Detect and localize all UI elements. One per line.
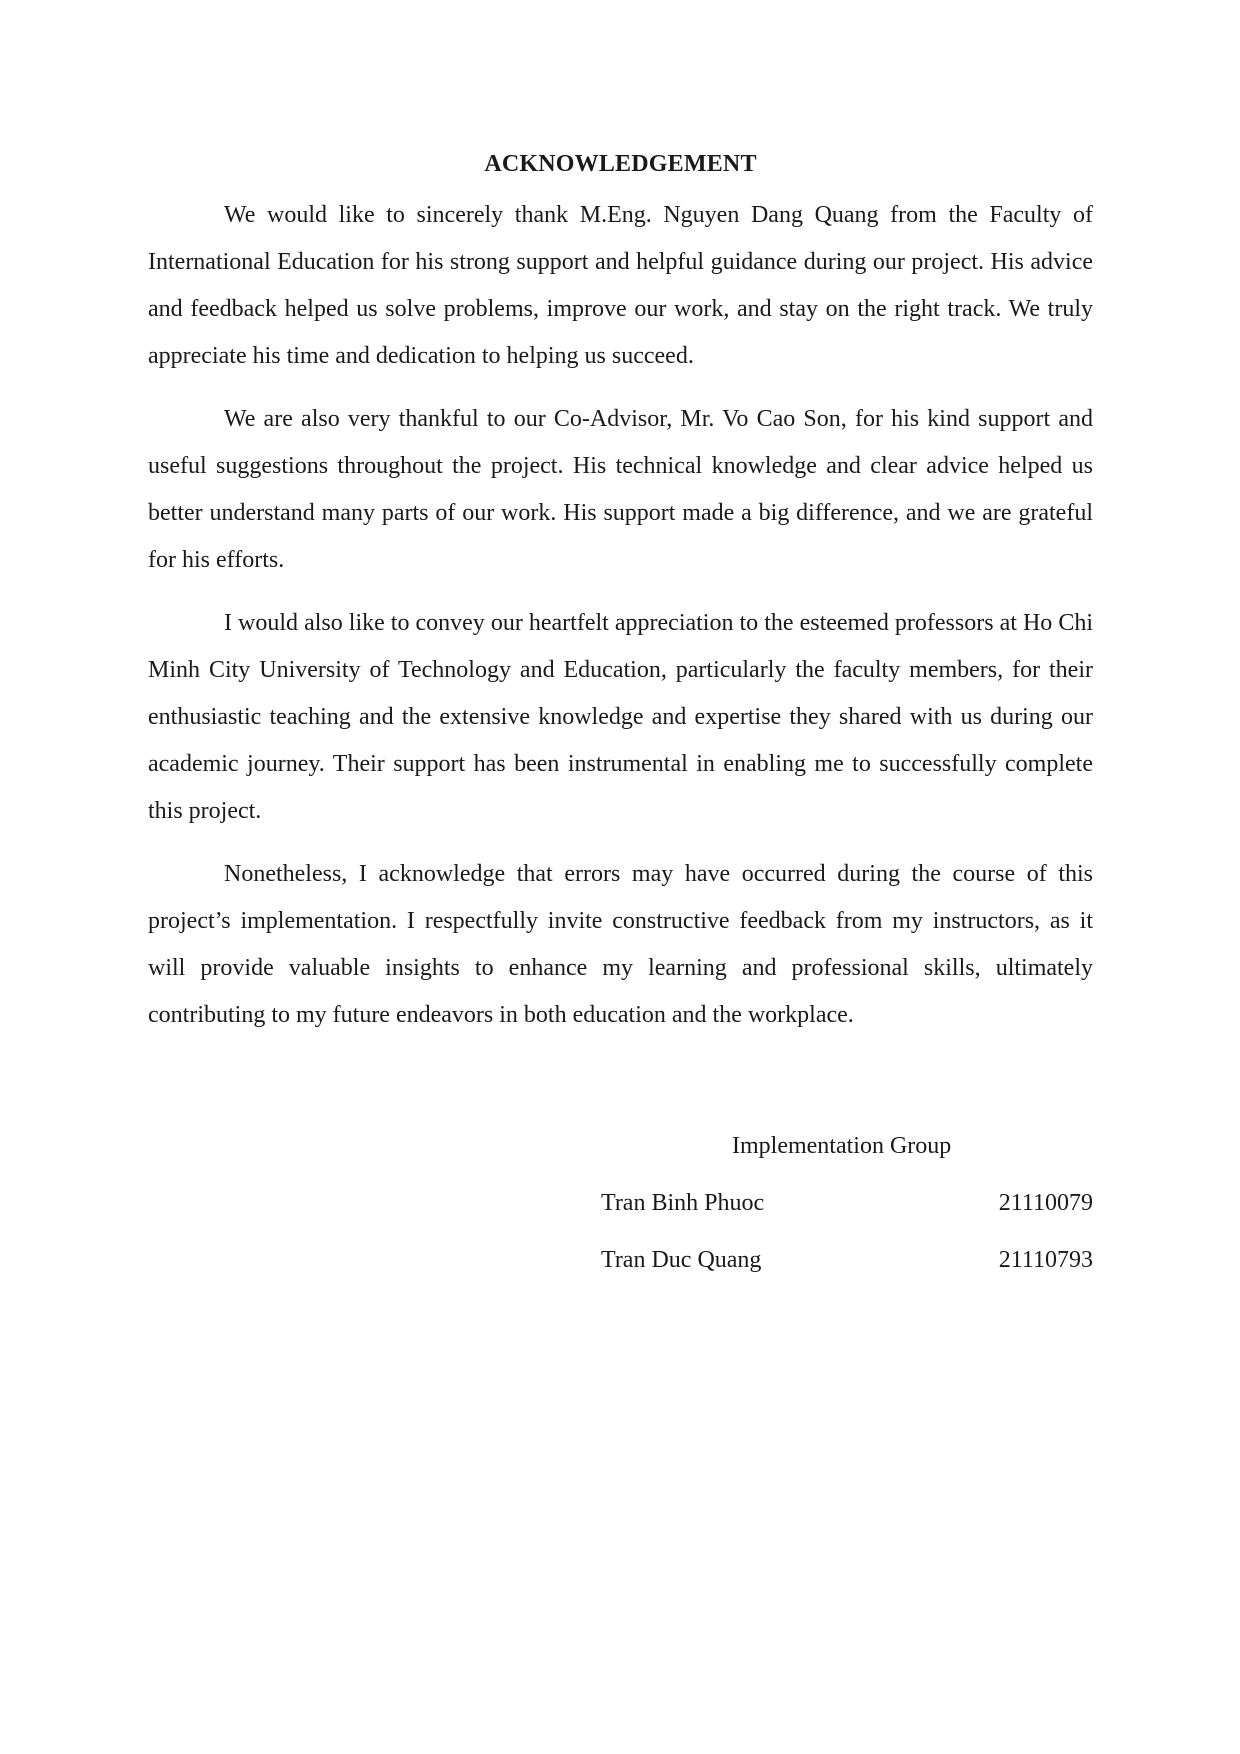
member-name: Tran Duc Quang [601,1247,762,1273]
paragraph-co-advisor-thanks: We are also very thankful to our Co-Advisor, Mr. Vo Cao Son, for his kind support and useful suggestions throughout the project. His technical knowledge and clear advice helped us better understand many parts of our work. His support made a big difference, and we are grateful for his efforts. [148,406,1093,573]
paragraph-professors-thanks: I would also like to convey our heartfelt appreciation to the esteemed professors at Ho Chi Minh City University of Technology and Education, particularly the faculty members, for their enthusiastic teaching and the extensive knowledge and expertise they shared with us during our academic journey. Their support has been instrumental in enabling me to successfully complete this project. [148,610,1093,824]
paragraph-feedback-request: Nonetheless, I acknowledge that errors may have occurred during the course of this project’s implementation. I respectfully invite constructive feedback from my instructors, as it will provide valuable insights to enhance my learning and professional skills, ultimately contributing to my future endeavors in both education and the workplace. [148,861,1093,1028]
paragraph-advisor-thanks: We would like to sincerely thank M.Eng. Nguyen Dang Quang from the Faculty of International Education for his strong support and helpful guidance during our project. His advice and feedback helped us solve problems, improve our work, and stay on the right track. We truly appreciate his time and dedication to helping us succeed. [148,202,1093,369]
member-id: 21110079 [998,1190,1093,1216]
page-title: ACKNOWLEDGEMENT [484,151,757,177]
member-row [148,1240,1093,1280]
member-row [148,1183,1093,1223]
document-body [148,144,1093,1055]
member-name: Tran Binh Phuoc [601,1190,765,1216]
signature-block [148,1126,1093,1297]
member-id: 21110793 [998,1247,1093,1273]
group-label: Implementation Group [732,1133,952,1159]
